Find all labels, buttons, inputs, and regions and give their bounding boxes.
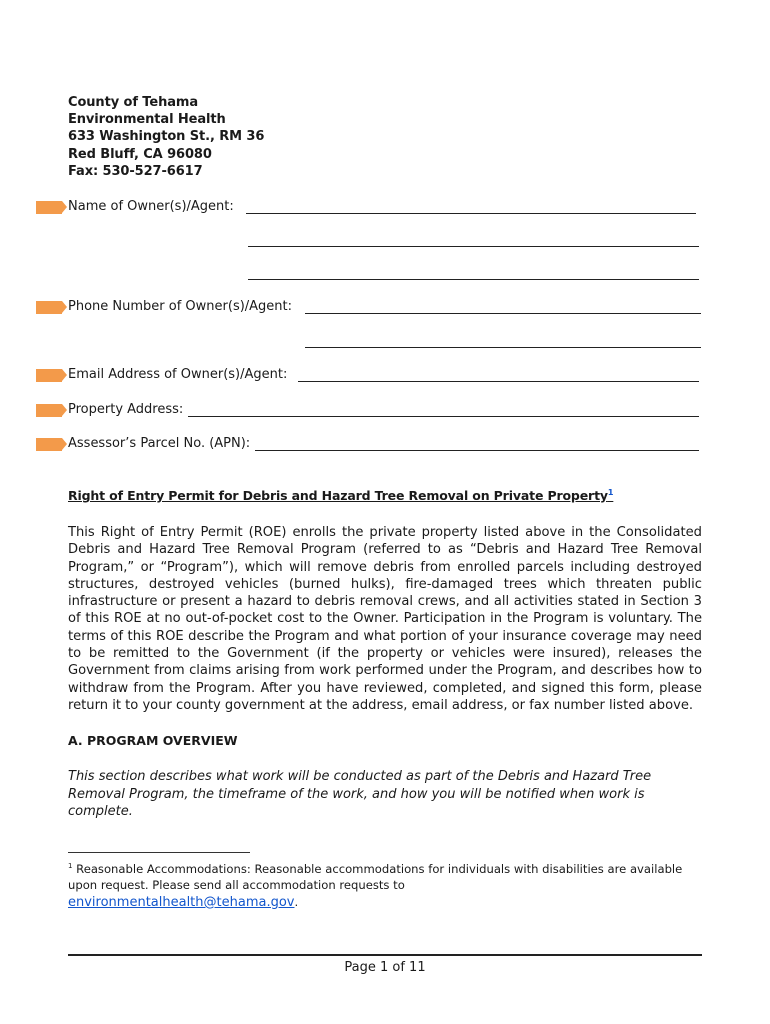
apn-line[interactable] (255, 450, 699, 451)
roe-line: of this ROE at no out-of-pocket cost to the Owner. Participation in the Program is voluntary. The (68, 611, 702, 627)
phone-label: Phone Number of Owner(s)/Agent: (68, 299, 293, 314)
owner-name-line-2[interactable] (248, 246, 699, 247)
footnote-text: Reasonable Accommodations: Reasonable accommodations for individuals with disabilities are available upon request. Please send all accommodation requests to (68, 861, 683, 893)
email-link[interactable]: environmentalhealth@tehama.gov (68, 894, 295, 910)
roe-paragraph (68, 524, 702, 714)
footnote-end: . (294, 894, 299, 909)
roe-line: withdraw from the Program. After you have reviewed, completed, and signed this form, please (68, 680, 702, 696)
roe-title (68, 488, 613, 503)
owner-name-line-3[interactable] (248, 279, 699, 280)
address-line-2: Environmental Health (68, 112, 226, 128)
property-address-field[interactable] (36, 401, 706, 421)
field-tag-icon (36, 301, 62, 314)
roe-line: infrastructure or present a hazard to debris removal crews, and all activities stated in Section 3 (68, 594, 702, 610)
email-label: Email Address of Owner(s)/Agent: (68, 367, 288, 382)
county-address-block (68, 94, 264, 180)
footnote (68, 858, 688, 911)
address-line-5: Fax: 530-527-6617 (68, 163, 203, 179)
footer-divider (68, 954, 702, 956)
roe-title-text: Right of Entry Permit for Debris and Hazard Tree Removal on Private Property (68, 488, 608, 504)
field-tag-icon (36, 201, 62, 214)
field-tag-icon (36, 404, 62, 417)
field-tag-icon (36, 438, 62, 451)
roe-line: Debris and Hazard Tree Removal Program (referred to as “Debris and Hazard Tree Removal (68, 542, 702, 558)
field-tag-icon (36, 369, 62, 382)
roe-line: Program,” or “Program”), which will remove debris from enrolled parcels including destroyed (68, 559, 702, 575)
roe-line: to be remitted to the Government (if the property or vehicles were insured), releases the (68, 646, 702, 662)
footnote-marker: 1 (68, 862, 73, 870)
roe-line: This Right of Entry Permit (ROE) enrolls the private property listed above in the Consolidated (68, 525, 702, 540)
roe-line: structures, destroyed vehicles (burned hulks), fire-damaged trees which threaten public (68, 576, 702, 592)
property-address-label: Property Address: (68, 402, 184, 417)
email-line[interactable] (298, 381, 699, 382)
page-number: Page 1 of 11 (344, 960, 426, 975)
roe-line: return it to your county government at the address, email address, or fax number listed above. (68, 697, 694, 713)
phone-line-1[interactable] (305, 313, 701, 314)
phone-line-2[interactable] (305, 347, 701, 348)
section-a-heading: A. PROGRAM OVERVIEW (68, 733, 238, 748)
roe-line: terms of this ROE describe the Program and what portion of your insurance coverage may need (68, 628, 702, 644)
apn-label: Assessor’s Parcel No. (APN): (68, 436, 251, 451)
footnote-divider (68, 852, 250, 853)
owner-name-label: Name of Owner(s)/Agent: (68, 199, 234, 214)
footnote-ref[interactable]: 1 (607, 488, 614, 497)
address-line-4: Red Bluff, CA 96080 (68, 146, 212, 162)
address-line-3: 633 Washington St., RM 36 (68, 129, 265, 145)
phone-field[interactable] (36, 298, 706, 318)
owner-name-field[interactable] (36, 198, 706, 218)
apn-field[interactable] (36, 435, 706, 455)
property-address-line[interactable] (188, 416, 699, 417)
owner-name-line-1[interactable] (246, 213, 696, 214)
email-field[interactable] (36, 366, 706, 386)
section-a-intro: This section describes what work will be conducted as part of the Debris and Hazard Tree Removal Program, the timeframe of the work, and how you will be notified when work is complete. (68, 769, 652, 819)
roe-line: Government from claims arising from work performed under the Program, and describes how to (68, 663, 702, 679)
address-line-1: County of Tehama (68, 95, 199, 110)
